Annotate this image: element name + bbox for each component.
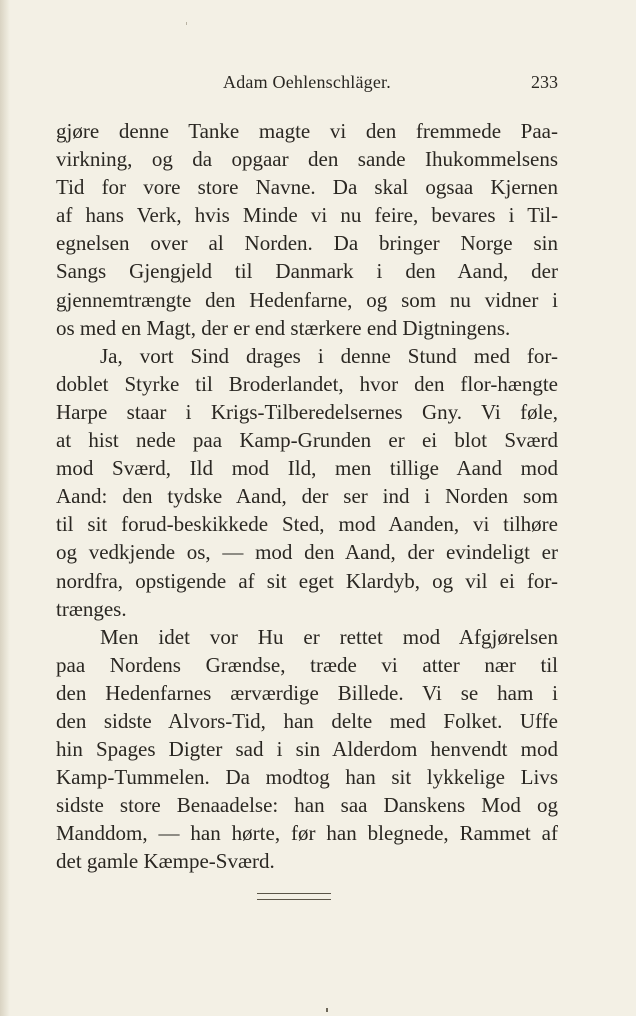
- text-line: Sangs Gjengjeld til Danmark i den Aand, der: [56, 259, 558, 284]
- text-line: os med en Magt, der er end stærkere end Digtningens.: [56, 315, 511, 340]
- text-line: Harpe staar i Krigs-Tilberedelsernes Gny. Vi føle,: [56, 399, 558, 424]
- page-header: [56, 72, 558, 98]
- running-head: Adam Oehlenschläger.: [223, 72, 391, 92]
- text-line: det gamle Kæmpe-Sværd.: [56, 849, 275, 874]
- text-line: gjøre denne Tanke magte vi den fremmede Paa-: [56, 119, 558, 143]
- text-line: at hist nede paa Kamp-Grunden er ei blot Sværd: [56, 428, 558, 453]
- text-line: Tid for vore store Navne. Da skal ogsaa Kjernen: [56, 175, 558, 200]
- paper-speck: [326, 1008, 328, 1012]
- text-line: sidste store Benaadelse: han saa Danskens Mod og: [56, 793, 558, 818]
- text-line: doblet Styrke til Broderlandet, hvor den flor-hængte: [56, 371, 558, 396]
- text-line: paa Nordens Grændse, træde vi atter nær til: [56, 652, 558, 677]
- text-line: til sit forud-beskikkede Sted, mod Aanden, vi tilhøre: [56, 512, 558, 537]
- text-line: Men idet vor Hu er rettet mod Afgjørelsen: [100, 624, 558, 649]
- text-body: [56, 117, 558, 876]
- text-line: Aand: den tydske Aand, der ser ind i Norden som: [56, 484, 558, 509]
- text-line: egnelsen over al Norden. Da bringer Norge sin: [56, 231, 558, 256]
- text-line: Kamp-Tummelen. Da modtog han sit lykkelige Livs: [56, 765, 558, 790]
- text-line: af hans Verk, hvis Minde vi nu feire, bevares i Til-: [56, 203, 558, 228]
- text-line: virkning, og da opgaar den sande Ihukommelsens: [56, 147, 558, 172]
- page-edge-shadow: [0, 0, 10, 1016]
- text-line: nordfra, opstigende af sit eget Klardyb, og vil ei for-: [56, 568, 558, 593]
- text-line: gjennemtrængte den Hedenfarne, og som nu vidner i: [56, 287, 558, 312]
- text-line: trænges.: [56, 596, 127, 621]
- text-line: Ja, vort Sind drages i denne Stund med for-: [100, 343, 558, 368]
- page-number: 233: [531, 72, 558, 92]
- text-line: den sidste Alvors-Tid, han delte med Folket. Uffe: [56, 708, 558, 733]
- text-line: og vedkjende os, — mod den Aand, der evindeligt er: [56, 540, 558, 565]
- text-line: Manddom, — han hørte, før han blegnede, Rammet af: [56, 821, 558, 846]
- text-line: mod Sværd, Ild mod Ild, men tillige Aand mod: [56, 456, 558, 481]
- text-line: hin Spages Digter sad i sin Alderdom henvendt mod: [56, 737, 558, 762]
- section-end-rule: [257, 893, 331, 900]
- paper-speck: [186, 22, 187, 25]
- text-line: den Hedenfarnes ærværdige Billede. Vi se ham i: [56, 680, 558, 705]
